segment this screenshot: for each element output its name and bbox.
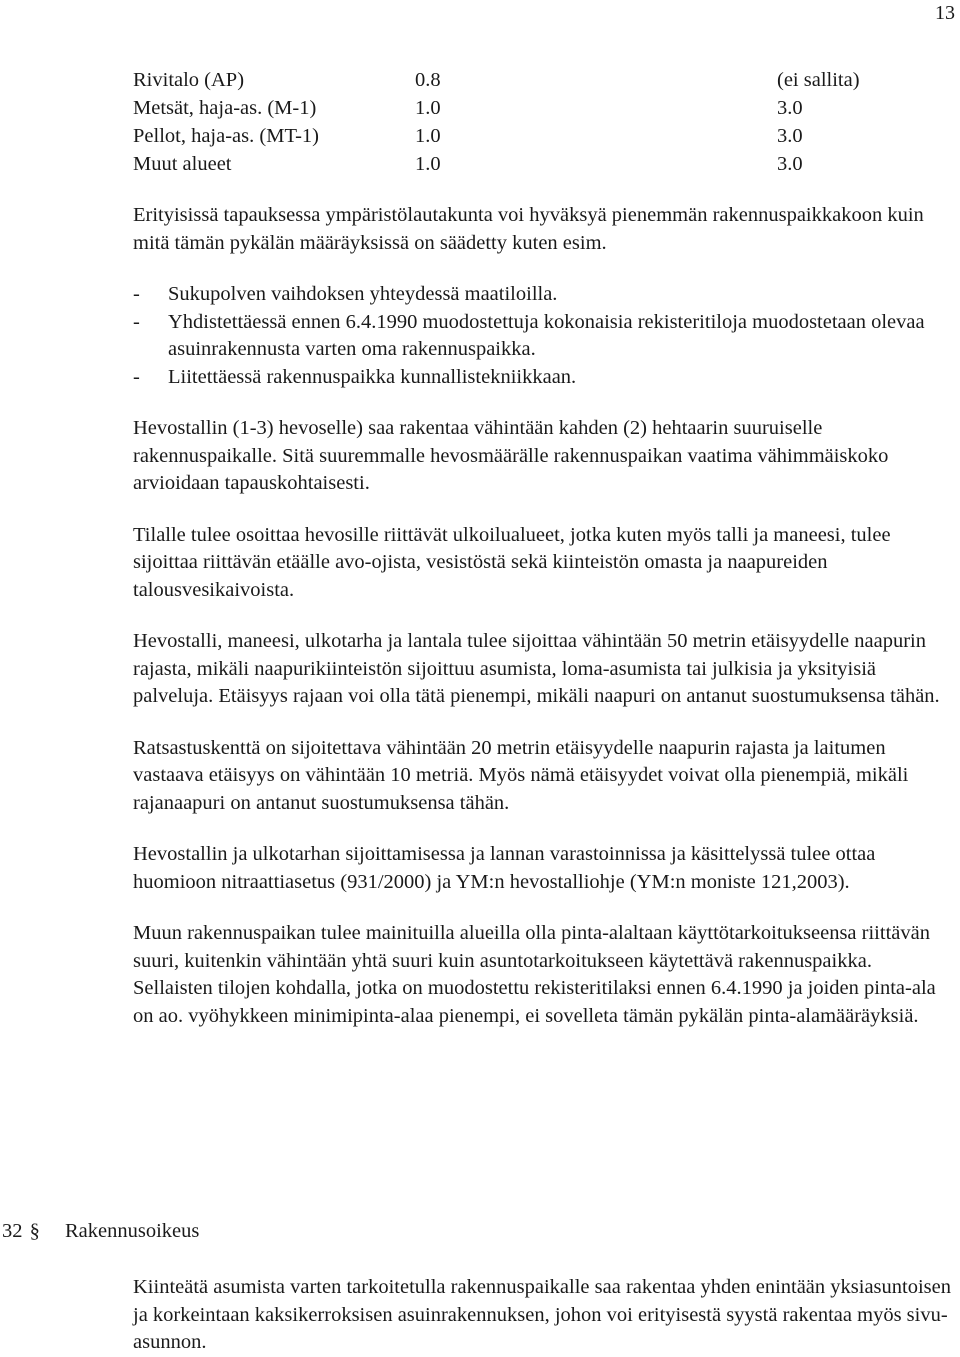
ratio-value-2: 3.0 — [777, 97, 803, 119]
ratio-table — [133, 66, 955, 178]
paragraph-distance: Hevostalli, maneesi, ulkotarha ja lantala tulee sijoittaa vähintään 50 metrin etäisyydelle naapurin rajasta, mikäli naapurikiinteistön sijoittuu asumista, loma-asumista tai julkisia ja yksityisiä palveluja. Etäisyys rajaan voi olla tätä pienempi, mikäli naapuri on antanut suostumuksensa tähän. — [133, 630, 940, 707]
list-item — [133, 364, 955, 392]
section-title: Rakennusoikeus — [65, 1220, 200, 1242]
page-number: 13 — [935, 2, 955, 24]
ratio-area: Pellot, haja-as. (MT-1) — [133, 125, 319, 147]
list-item-text: Sukupolven vaihdoksen yhteydessä maatiloilla. — [168, 283, 558, 305]
ratio-row — [133, 66, 955, 94]
ratio-value-2: 3.0 — [777, 153, 803, 175]
ratio-row — [133, 122, 955, 150]
paragraph-stable-size: Hevostallin (1-3) hevoselle) saa rakentaa vähintään kahden (2) hehtaarin suuruiselle rakennuspaikalle. Sitä suuremmalle hevosmäärälle rakennuspaikan vaatima vähimmäiskoko arvioidaan tapauskohtaisesti. — [133, 417, 889, 494]
list-item — [133, 281, 955, 309]
section-body: Kiinteätä asumista varten tarkoitetulla rakennuspaikalle saa rakentaa yhden enintään yksiasuntoisen ja korkeintaan kaksikerroksisen asuinrakennuksen, johon voi erityisestä syystä rakentaa myös sivu-asunnon. — [133, 1276, 951, 1353]
section-heading — [2, 1217, 199, 1245]
ratio-row — [133, 150, 955, 178]
ratio-area: Metsät, haja-as. (M-1) — [133, 97, 317, 119]
paragraph-exception: Erityisissä tapauksessa ympäristölautakunta voi hyväksyä pienemmän rakennuspaikkakoon kuin mitä tämän pykälän määräyksissä on säädetty kuten esim. — [133, 204, 924, 254]
section-number: 32 — [2, 1220, 23, 1242]
dash-bullet: - — [133, 283, 140, 305]
ratio-area: Muut alueet — [133, 153, 232, 175]
ratio-value-1: 1.0 — [415, 153, 441, 175]
dash-bullet: - — [133, 310, 140, 333]
ratio-value-1: 1.0 — [415, 125, 441, 147]
ratio-value-1: 0.8 — [415, 69, 441, 91]
paragraph-nitrate: Hevostallin ja ulkotarhan sijoittamisessa ja lannan varastoinnissa ja käsittelyssä tulee ottaa huomioon nitraattiasetus (931/2000) ja YM:n hevostalliohje (YM:n moniste 121,2003). — [133, 843, 876, 893]
ratio-row — [133, 94, 955, 122]
paragraph-registered: Sellaisten tilojen kohdalla, jotka on muodostettu rekisteritilaksi ennen 6.4.1990 ja joiden pinta-ala on ao. vyöhykkeen minimipinta-alaa pienempi, ei sovelleta tämän pykälän pinta-alamääräyksiä. — [133, 977, 936, 1027]
paragraph-other-site: Muun rakennuspaikan tulee mainituilla alueilla olla pinta-alaltaan käyttötarkoitukseensa riittävän suuri, kuitenkin vähintään yhtä suuri kuin asuntotarkoitukseen käytettävä rakennuspaikka. — [133, 922, 930, 972]
ratio-area: Rivitalo (AP) — [133, 69, 245, 91]
paragraph-outdoor-areas: Tilalle tulee osoittaa hevosille riittävät ulkoilualueet, jotka kuten myös talli ja maneesi, tulee sijoittaa riittävän etäälle avo-ojista, vesistöstä sekä kiinteistön omasta ja naapureiden talousvesikaivoista. — [133, 523, 891, 601]
list-item — [133, 309, 955, 364]
page-content — [133, 66, 955, 1054]
ratio-value-2: (ei sallita) — [777, 69, 860, 91]
section-sign: § — [29, 1220, 40, 1242]
list-item-text: Liitettäessä rakennuspaikka kunnallistekniikkaan. — [168, 365, 577, 388]
dash-bullet: - — [133, 365, 140, 388]
ratio-value-2: 3.0 — [777, 125, 803, 147]
list-item-text: Yhdistettäessä ennen 6.4.1990 muodostettuja kokonaisia rekisteritiloja muodostetaan olevaa asuinrakennusta varten oma rakennuspaikka. — [168, 310, 925, 360]
paragraph-riding-field: Ratsastuskenttä on sijoitettava vähintään 20 metrin etäisyydelle naapurin rajasta ja laitumen vastaava etäisyys on vähintään 10 metriä. Myös nämä etäisyydet voivat olla pienempiä, mikäli rajanaapuri on antanut suostumuksensa tähän. — [133, 736, 909, 814]
ratio-value-1: 1.0 — [415, 97, 441, 119]
dash-list — [133, 281, 955, 391]
